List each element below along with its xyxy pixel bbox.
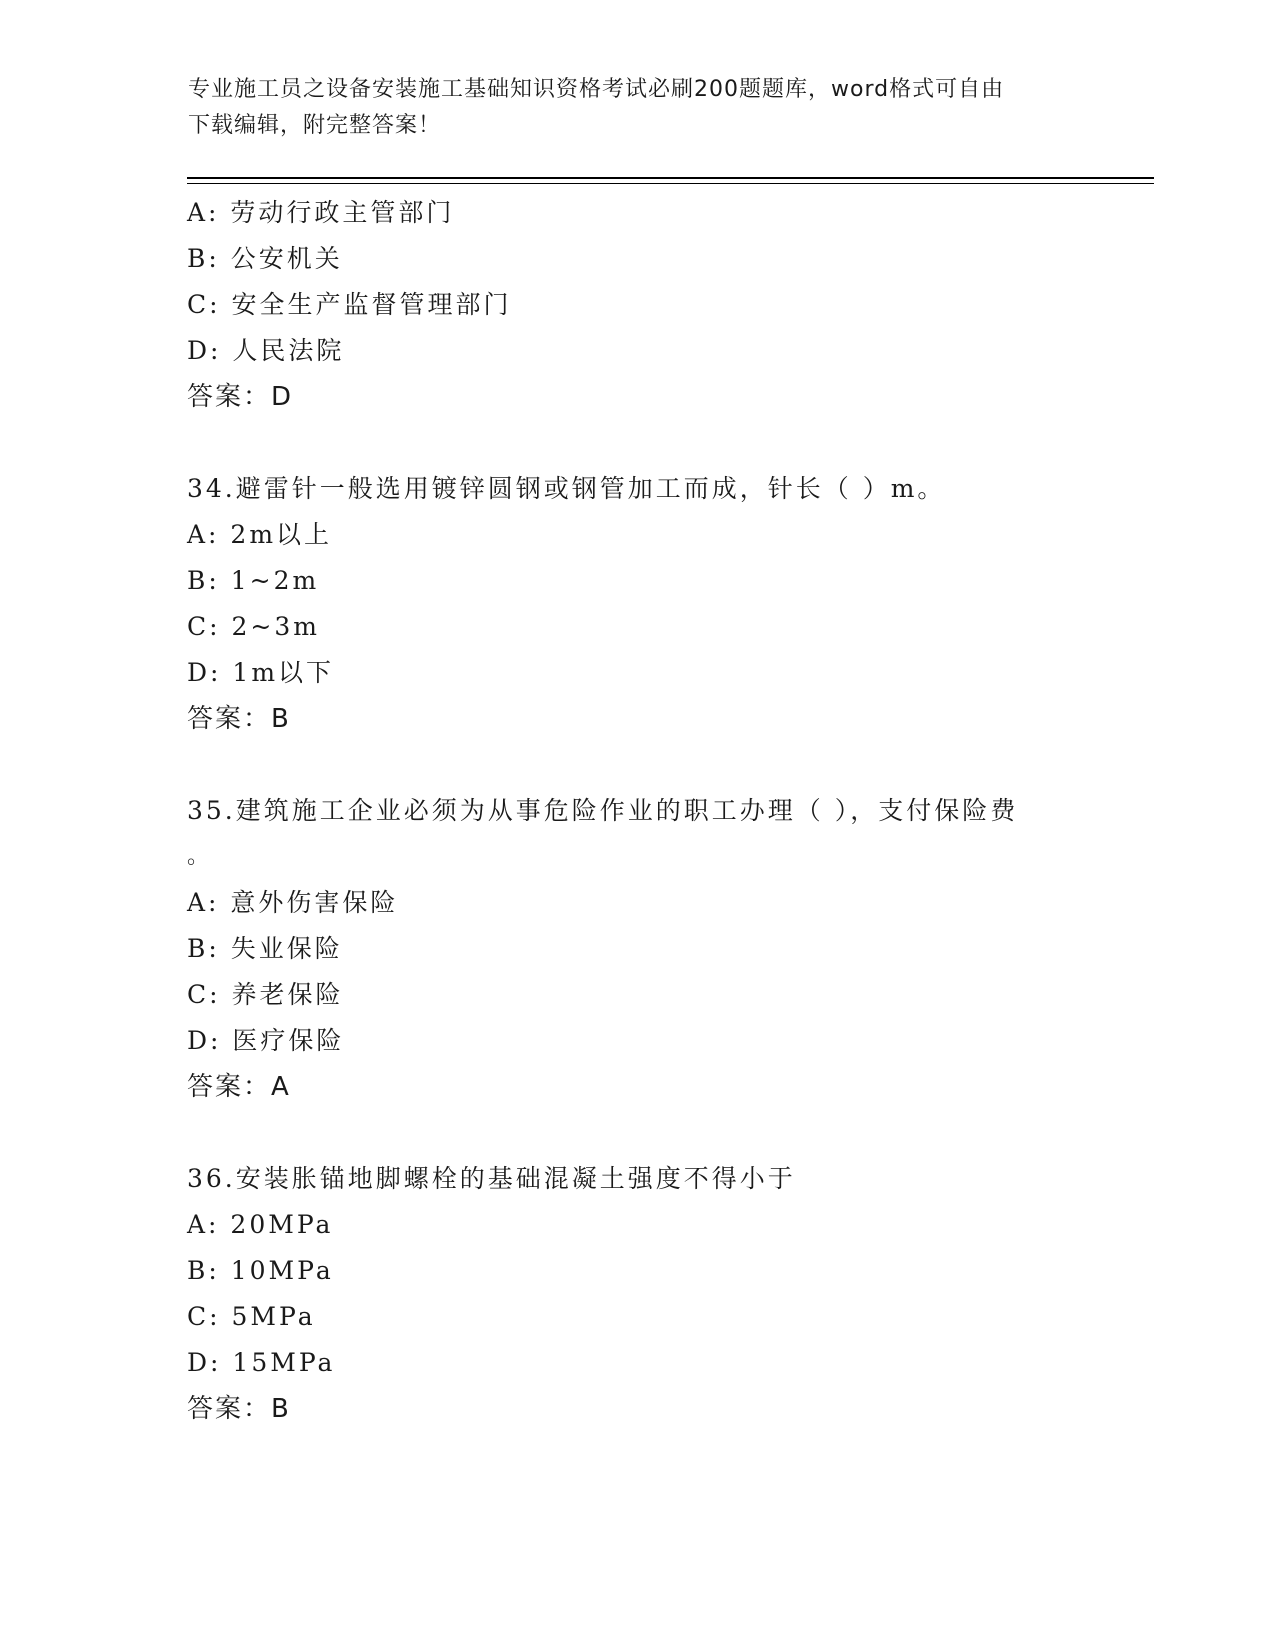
option-d: D: 人民法院 [187, 336, 345, 365]
question-text: 36.安装胀锚地脚螺栓的基础混凝土强度不得小于 [187, 1164, 796, 1193]
option-c: C: 安全生产监督管理部门 [187, 290, 512, 319]
option-c: C: 2~3m [187, 612, 320, 641]
option-c: C: 5MPa [187, 1302, 316, 1331]
option-d: D: 15MPa [187, 1348, 336, 1377]
question-text: 35.建筑施工企业必须为从事危险作业的职工办理（ ），支付保险费 [187, 796, 1019, 825]
document-header [188, 72, 1088, 144]
option-c: C: 养老保险 [187, 980, 344, 1009]
header-line-1: 专业施工员之设备安装施工基础知识资格考试必刷200题题库，word格式可自由 [188, 77, 1005, 102]
answer: 答案：B [187, 1394, 291, 1424]
option-a: A: 2m以上 [187, 520, 333, 549]
header-line-2: 下载编辑，附完整答案！ [188, 113, 442, 138]
question-text: 34.避雷针一般选用镀锌圆钢或钢管加工而成，针长（ ）m。 [187, 474, 946, 503]
answer: 答案：A [187, 1072, 291, 1102]
option-b: B: 1~2m [187, 566, 320, 595]
option-d: D: 1m以下 [187, 658, 335, 687]
answer: 答案：B [187, 704, 291, 734]
question-text-continuation: 。 [187, 844, 213, 869]
header-divider-thick [187, 177, 1154, 179]
spacer [187, 420, 1087, 466]
header-divider-thin [187, 183, 1154, 184]
spacer [187, 1110, 1087, 1156]
option-a: A: 劳动行政主管部门 [187, 198, 455, 227]
option-d: D: 医疗保险 [187, 1026, 345, 1055]
question-33 [187, 190, 1087, 420]
option-a: A: 意外伤害保险 [187, 888, 399, 917]
option-b: B: 失业保险 [187, 934, 343, 963]
question-35 [187, 788, 1087, 1110]
question-34 [187, 466, 1087, 742]
answer: 答案：D [187, 382, 294, 412]
option-b: B: 10MPa [187, 1256, 334, 1285]
question-list [187, 190, 1087, 1432]
spacer [187, 742, 1087, 788]
option-b: B: 公安机关 [187, 244, 343, 273]
question-36 [187, 1156, 1087, 1432]
option-a: A: 20MPa [187, 1210, 334, 1239]
